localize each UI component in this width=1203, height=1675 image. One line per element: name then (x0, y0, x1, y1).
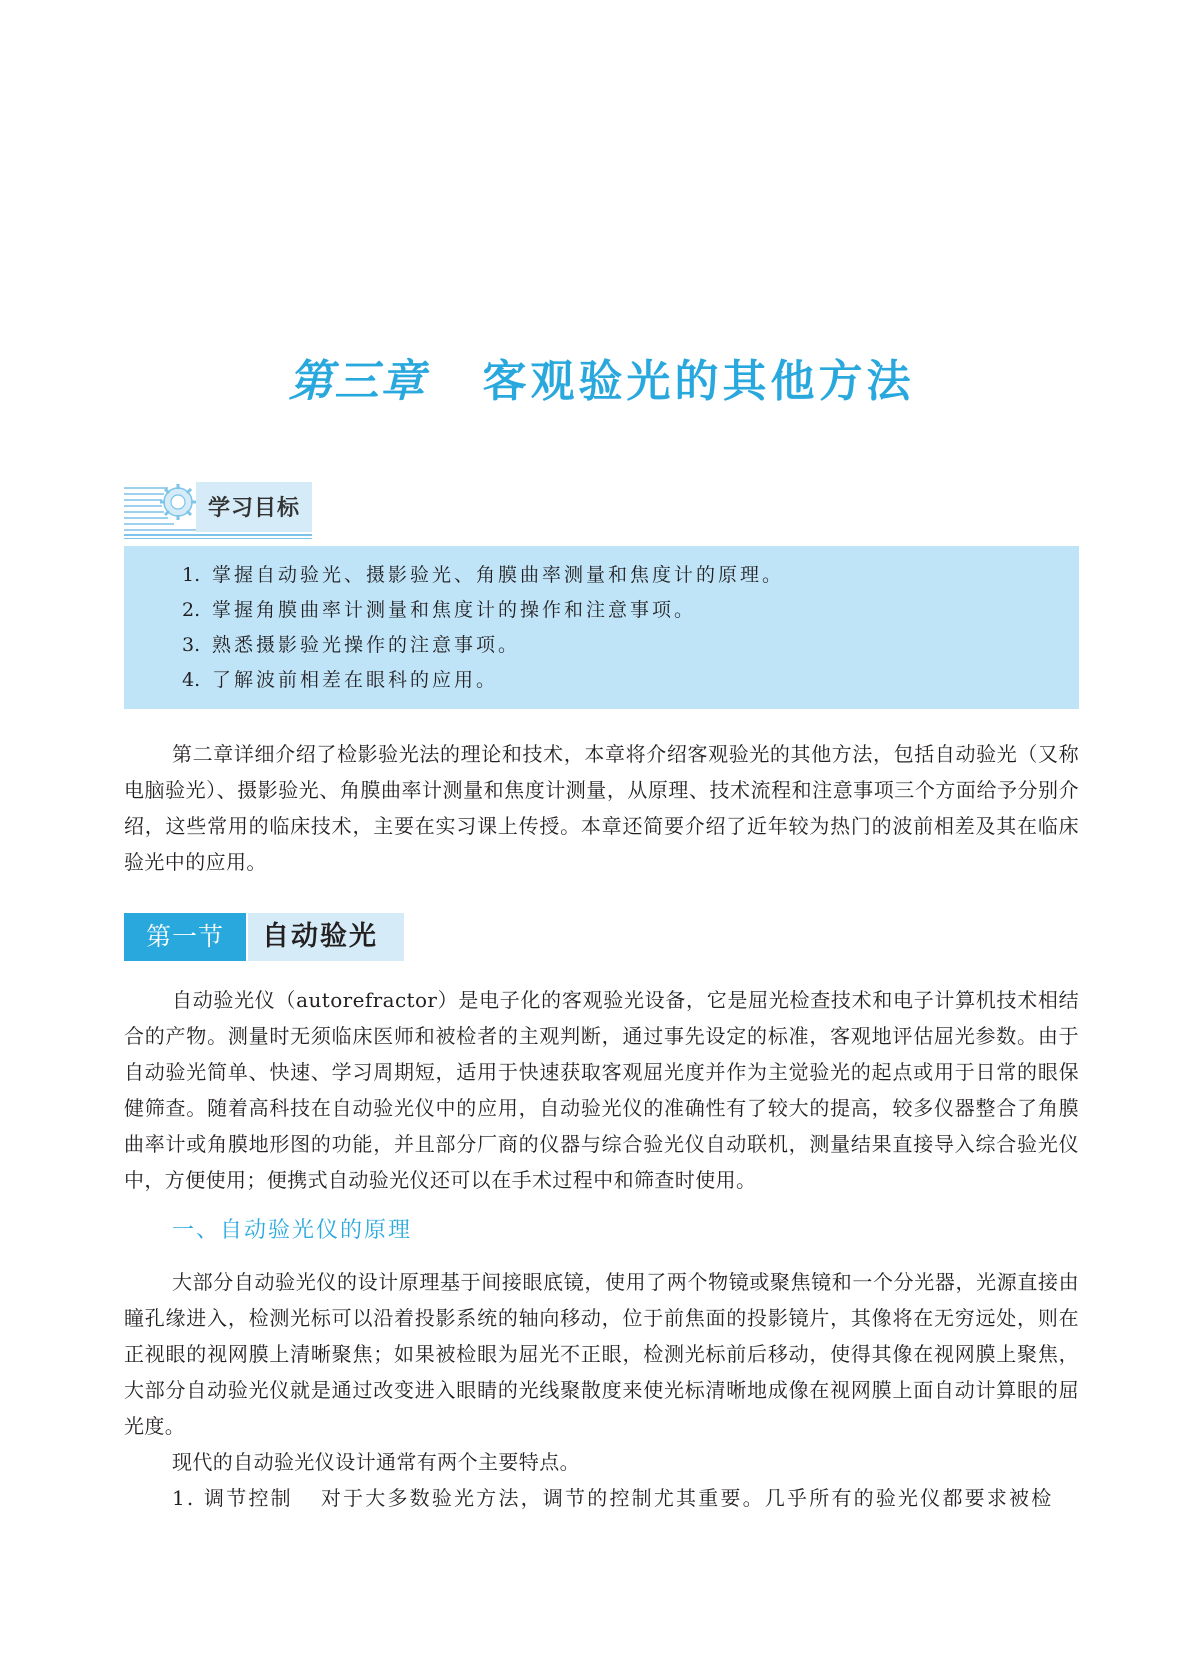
subsection-heading: 一、自动验光仪的原理 (172, 1218, 413, 1243)
objective-text: 掌握自动验光、摄影验光、角膜曲率测量和焦度计的原理。 (212, 564, 785, 586)
objective-text: 熟悉摄影验光操作的注意事项。 (212, 634, 521, 656)
objective-number: 3. (182, 634, 201, 656)
feature-1-text: 对于大多数验光方法，调节的控制尤其重要。几乎所有的验光仪都要求被检 (320, 1486, 1054, 1510)
section-header (124, 913, 404, 963)
objectives-header (124, 482, 312, 538)
principle-paragraph: 大部分自动验光仪的设计原理基于间接眼底镜，使用了两个物镜或聚焦镜和一个分光器，光源直接由瞳孔缘进入，检测光标可以沿着投影系统的轴向移动，位于前焦面的投影镜片，其像将在无穷远处，则在正视眼的视网膜上清晰聚焦；如果被检眼为屈光不正眼，检测光标前后移动，使得其像在视网膜上聚焦，大部分自动验光仪就是通过改变进入眼睛的光线聚散度来使光标清晰地成像在视网膜上面自动计算眼的屈光度。 (124, 1270, 1079, 1438)
objectives-rule-thin (124, 538, 312, 539)
objective-item (182, 593, 784, 628)
objective-item (182, 663, 784, 698)
objective-text: 了解波前相差在眼科的应用。 (212, 669, 499, 691)
objectives-list (182, 558, 784, 698)
objective-text: 掌握角膜曲率计测量和焦度计的操作和注意事项。 (212, 599, 697, 621)
objectives-box (124, 546, 1079, 709)
chapter-title (0, 352, 1203, 412)
feature-1 (124, 1480, 1079, 1516)
objectives-rule (124, 534, 312, 536)
intro-paragraph: 第二章详细介绍了检影验光法的理论和技术，本章将介绍客观验光的其他方法，包括自动验光（又称电脑验光）、摄影验光、角膜曲率计测量和焦度计测量，从原理、技术流程和注意事项三个方面给予分别介绍，这些常用的临床技术，主要在实习课上传授。本章还简要介绍了近年较为热门的波前相差及其在临床验光中的应用。 (124, 742, 1079, 874)
objectives-heading: 学习目标 (208, 496, 301, 521)
gear-lines-icon (124, 482, 196, 534)
section-title: 自动验光 (262, 921, 378, 952)
objective-item (182, 558, 784, 593)
objective-number: 1. (182, 564, 201, 586)
chapter-number: 第三章 (288, 356, 427, 407)
objective-number: 2. (182, 599, 201, 621)
objective-number: 4. (182, 669, 201, 691)
chapter-name: 客观验光的其他方法 (482, 356, 915, 407)
feature-1-label: 1. 调节控制 (172, 1486, 293, 1510)
section-number: 第一节 (124, 913, 246, 961)
features-intro: 现代的自动验光仪设计通常有两个主要特点。 (172, 1450, 580, 1474)
section-paragraph: 自动验光仪（autorefractor）是电子化的客观验光设备，它是屈光检查技术和电子计算机技术相结合的产物。测量时无须临床医师和被检者的主观判断，通过事先设定的标准，客观地评估屈光参数。由于自动验光简单、快速、学习周期短，适用于快速获取客观屈光度并作为主觉验光的起点或用于日常的眼保健筛查。随着高科技在自动验光仪中的应用，自动验光仪的准确性有了较大的提高，较多仪器整合了角膜曲率计或角膜地形图的功能，并且部分厂商的仪器与综合验光仪自动联机，测量结果直接导入综合验光仪中，方便使用；便携式自动验光仪还可以在手术过程中和筛查时使用。 (124, 988, 1079, 1192)
objective-item (182, 628, 784, 663)
